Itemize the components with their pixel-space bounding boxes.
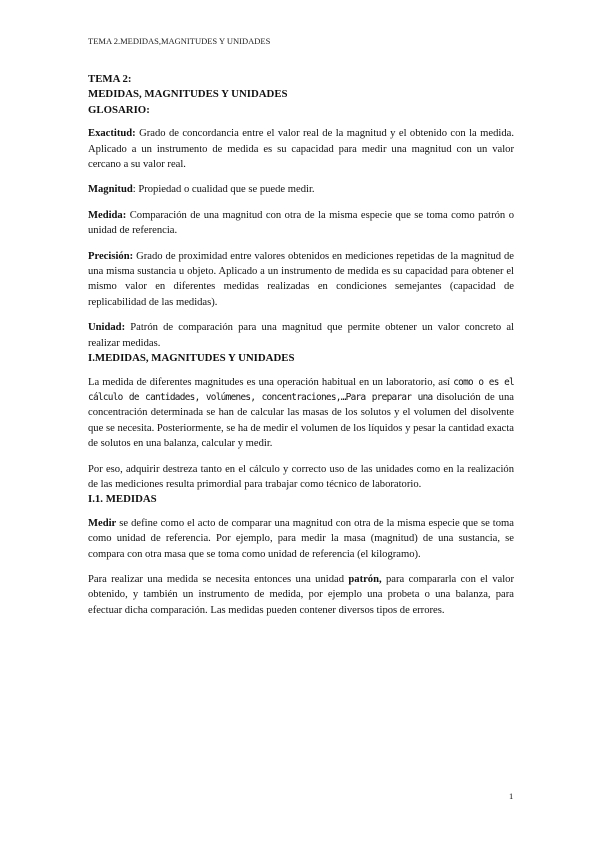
page-number: 1 [509,791,514,801]
paragraph-text-altfont: como o es el cálculo de cantidades, volúmenes, concentraciones,…Para preparar una [88,376,514,403]
section-heading-medidas: I.1. MEDIDAS [88,493,157,506]
glossary-definition: : Propiedad o cualidad que se puede medir. [132,184,315,196]
inline-term: patrón, [348,573,382,585]
section11-paragraph-1 [88,516,514,562]
glossary-term: Exactitud: [88,128,136,140]
glossary-term: Magnitud [88,184,133,196]
glosario-heading: GLOSARIO: [88,103,150,116]
section1-paragraph-2: Por eso, adquirir destreza tanto en el cálculo y correcto uso de las unidades como en la realización de las mediciones resulta primordial para trabajar como técnico de laboratorio. [88,463,514,490]
glossary-entry-unidad [88,320,514,351]
paragraph-text: se define como el acto de comparar una magnitud con otra de la misma especie que se toma como unidad de referencia. Por ejemplo, para medir la masa (magnitud) de una sustancia, se compara con otra masa que se toma como unidad de referencia (el kilogramo). [88,517,514,560]
document-body [88,72,514,618]
glossary-term: Medida: [88,209,127,221]
glossary-definition: Comparación de una magnitud con otra de la misma especie que se toma como patrón o unidad de referencia. [88,209,514,237]
section-heading-medidas-magnitudes: I.MEDIDAS, MAGNITUDES Y UNIDADES [88,352,295,365]
document-title: MEDIDAS, MAGNITUDES Y UNIDADES [88,88,288,101]
glossary-term: Unidad: [88,322,126,334]
glossary-term: Precisión: [88,250,134,262]
paragraph-text: disolución de una concentración determinada se han de calcular las masas de los solutos y el volumen del disolvente que se necesita. Posteriormente, se ha de medir el volumen de los líquidos y pesar la cantidad exacta de solutos en una balanza, calcular y medir. [88,391,514,450]
glossary-definition: Grado de concordancia entre el valor real de la magnitud y el obtenido con la medida. Aplicado a un instrumento de medida es su capacidad para medir una magnitud con un valor cercano a su valor real. [88,128,514,171]
glossary-definition: Patrón de comparación para una magnitud que permite obtener un valor concreto al realizar medidas. [88,322,514,349]
running-header: TEMA 2.MEDIDAS,MAGNITUDES Y UNIDADES [88,36,271,46]
paragraph-text: para compararla con el valor obtenido, y también un instrumento de medida, por ejemplo una probeta o una balanza, para efectuar dicha comparación. Las medidas pueden contener diversos tipos de errores. [88,573,514,616]
glossary-entry-precision [88,249,514,311]
glossary-entry-exactitud [88,126,514,172]
tema-label: TEMA 2: [88,73,132,85]
paragraph-text: La medida de diferentes magnitudes es una operación habitual en un laboratorio, así [88,376,454,388]
glossary-entry-medida [88,208,514,239]
paragraph-text: Para realizar una medida se necesita entonces una unidad [88,573,349,585]
section11-paragraph-2 [88,572,514,618]
glossary-entry-magnitud [88,182,514,197]
glossary-definition: Grado de proximidad entre valores obtenidos en mediciones repetidas de la magnitud de una misma sustancia u objeto. Aplicado a un instrumento de medida es su capacidad para obtener el mismo valor en diferentes medidas realizadas en condiciones semejantes (capacidad de replicabilidad de las medidas). [88,250,514,308]
inline-term: Medir [88,517,117,529]
section1-paragraph-1 [88,375,514,452]
